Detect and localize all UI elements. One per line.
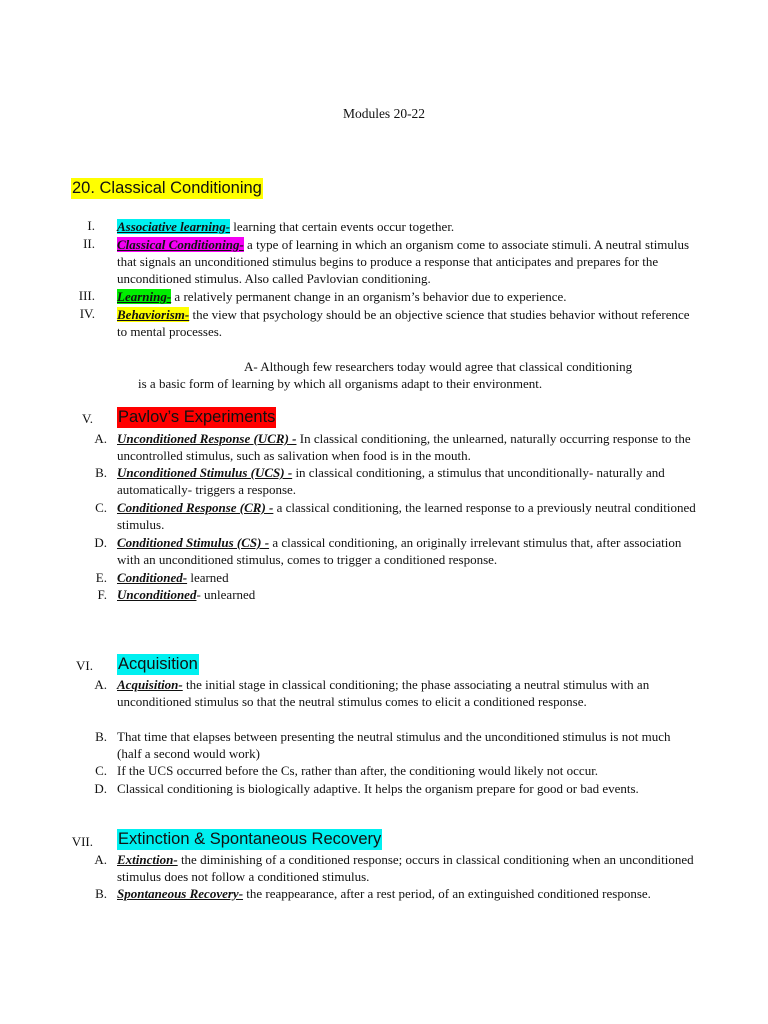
definition: a relatively permanent change in an organism’s behavior due to experience.: [171, 289, 567, 304]
page-title: Modules 20-22: [342, 106, 426, 121]
list-item: [117, 676, 697, 710]
section-heading-acquisition: Acquisition: [118, 655, 198, 673]
list-marker: A.: [94, 852, 107, 867]
definition: a classical conditioning, an originally irrelevant stimulus that, after association with an unconditioned stimulus, comes to trigger a conditioned response.: [117, 535, 682, 567]
definition: the view that psychology should be an objective science that studies behavior without reference to mental processes.: [117, 307, 690, 339]
term: Conditioned-: [117, 570, 188, 585]
list-marker: D.: [94, 535, 107, 550]
list-item: [117, 430, 697, 464]
list-marker: B.: [95, 886, 107, 901]
list-item: [117, 586, 697, 603]
list-item: [117, 499, 697, 533]
list-item: That time that elapses between presenting the neutral stimulus and the unconditioned stimulus is not much (half a second would work): [117, 729, 671, 761]
definition: the diminishing of a conditioned response; occurs in classical conditioning when an unconditioned stimulus does not follow a conditioned stimulus.: [117, 852, 694, 884]
list-item: [117, 236, 697, 287]
list-item: [117, 851, 697, 885]
section-marker: V.: [82, 411, 93, 426]
section-marker: VI.: [76, 658, 93, 673]
list-item: If the UCS occurred before the Cs, rather than after, the conditioning would likely not occur.: [117, 763, 599, 778]
definition: learning that certain events occur together.: [230, 219, 455, 234]
section-marker: VII.: [71, 834, 93, 849]
list-item: [117, 569, 697, 586]
term: Behaviorism-: [117, 307, 190, 322]
section-heading-classical-conditioning: 20. Classical Conditioning: [72, 179, 262, 197]
list-marker: B.: [95, 465, 107, 480]
definition: a classical conditioning, the learned response to a previously neutral conditioned stimulus.: [117, 500, 696, 532]
list-marker: B.: [95, 729, 107, 744]
term: Associative learning-: [117, 219, 231, 234]
list-item: Classical conditioning is biologically adaptive. It helps the organism prepare for good or bad events.: [117, 781, 639, 796]
list-item: [117, 288, 697, 305]
term: Spontaneous Recovery-: [117, 886, 244, 901]
list-item: [117, 464, 697, 498]
term: Classical Conditioning-: [117, 237, 244, 252]
term: Unconditioned Stimulus (UCS) -: [117, 465, 293, 480]
list-marker: I.: [87, 218, 95, 233]
section-heading-extinction: Extinction & Spontaneous Recovery: [118, 830, 382, 848]
list-marker: IV.: [79, 306, 95, 321]
term: Acquisition-: [117, 677, 183, 692]
definition: In classical conditioning, the unlearned, naturally occurring response to the uncontrolled stimulus, such as salivation when food is in the mouth.: [117, 431, 691, 463]
list-marker: D.: [94, 781, 107, 796]
list-marker: C.: [95, 763, 107, 778]
list-marker: F.: [97, 587, 107, 602]
list-item: [117, 218, 697, 235]
definition: a type of learning in which an organism come to associate stimuli. A neutral stimulus that signals an unconditioned stimulus begins to produce a response that anticipates and prepares for the unconditioned stimulus. Also called Pavlovian conditioning.: [117, 237, 690, 286]
list-marker: C.: [95, 500, 107, 515]
definition: the initial stage in classical conditioning; the phase associating a neutral stimulus with an unconditioned stimulus so that the neutral stimulus comes to elicit a conditioned response.: [117, 677, 650, 709]
list-item: [117, 534, 697, 568]
definition: - unlearned: [196, 587, 256, 602]
list-marker: II.: [83, 236, 95, 251]
section-heading-pavlov: Pavlov’s Experiments: [118, 408, 276, 426]
term: Conditioned Response (CR) -: [117, 500, 274, 515]
definition: in classical conditioning, a stimulus that unconditionally- naturally and automatically- triggers a response.: [117, 465, 665, 497]
term: Learning-: [117, 289, 172, 304]
term: Unconditioned: [117, 587, 197, 602]
note-line: A- Although few researchers today would agree that classical conditioning: [244, 359, 633, 374]
term: Extinction-: [117, 852, 178, 867]
note-line: is a basic form of learning by which all organisms adapt to their environment.: [138, 376, 543, 391]
term: Unconditioned Response (UCR) -: [117, 431, 297, 446]
list-item: [117, 885, 697, 902]
definition: learned: [187, 570, 229, 585]
list-marker: A.: [94, 431, 107, 446]
term: Conditioned Stimulus (CS) -: [117, 535, 270, 550]
list-marker: E.: [95, 570, 107, 585]
definition: the reappearance, after a rest period, of an extinguished conditioned response.: [243, 886, 651, 901]
list-marker: III.: [78, 288, 95, 303]
list-item: [117, 306, 697, 340]
list-marker: A.: [94, 677, 107, 692]
